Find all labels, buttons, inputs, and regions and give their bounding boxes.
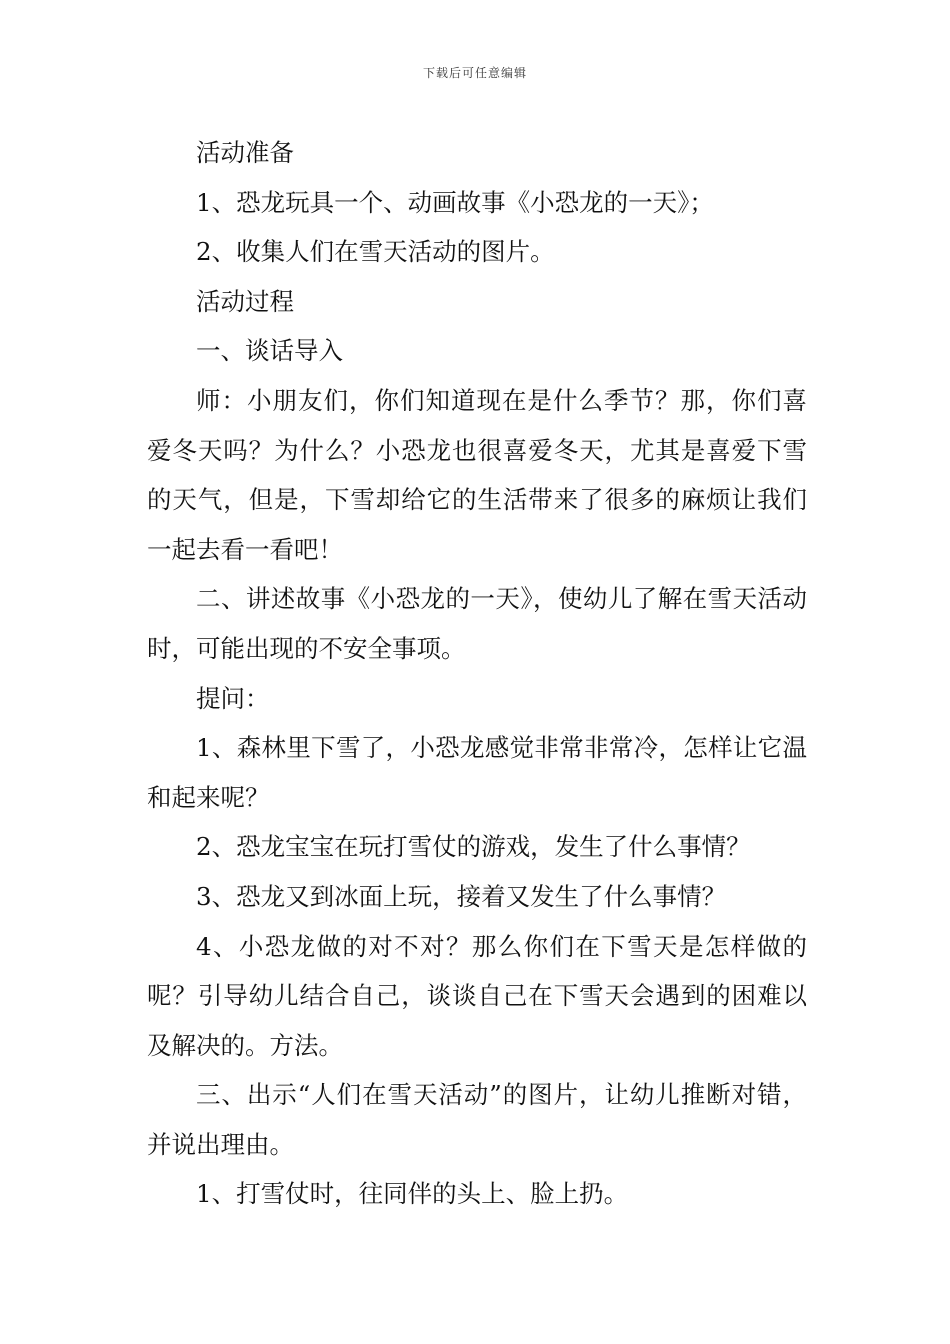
page-header: 下载后可任意编辑 bbox=[422, 66, 527, 80]
preparation-item-2: 2、收集人们在雪天活动的图片。 bbox=[196, 237, 555, 267]
teacher-paragraph: 师：小朋友们，你们知道现在是什么季节？那，你们喜爱冬天吗？为什么？小恐龙也很喜爱冬天，尤其是喜爱下雪的天气，但是，下雪却给它的生活带来了很多的麻烦让我们一起去看一看吧！ bbox=[147, 385, 807, 564]
step-heading-2: 二、讲述故事《小恐龙的一天》，使幼儿了解在雪天活动时，可能出现的不安全事项。 bbox=[147, 584, 807, 663]
question-item-3: 3、恐龙又到冰面上玩，接着又发生了什么事情？ bbox=[196, 881, 727, 911]
question-item-2: 2、恐龙宝宝在玩打雪仗的游戏，发生了什么事情？ bbox=[196, 832, 751, 862]
section-heading-process: 活动过程 bbox=[196, 286, 294, 316]
step-heading-1: 一、谈话导入 bbox=[196, 336, 343, 366]
questions-label: 提问： bbox=[196, 683, 270, 713]
preparation-item-1: 1、恐龙玩具一个、动画故事《小恐龙的一天》； bbox=[196, 187, 714, 217]
question-item-1: 1、森林里下雪了，小恐龙感觉非常非常冷，怎样让它温和起来呢？ bbox=[147, 733, 807, 812]
document-body bbox=[147, 128, 807, 1219]
question-item-4: 4、小恐龙做的对不对？那么你们在下雪天是怎样做的呢？引导幼儿结合自己，谈谈自己在下雪天会遇到的困难以及解决的。方法。 bbox=[147, 931, 807, 1060]
step-heading-3: 三、出示“人们在雪天活动”的图片，让幼儿推断对错，并说出理由。 bbox=[147, 1080, 807, 1159]
section-heading-preparation: 活动准备 bbox=[196, 138, 294, 167]
picture-item-1: 1、打雪仗时，往同伴的头上、脸上扔。 bbox=[196, 1179, 629, 1209]
